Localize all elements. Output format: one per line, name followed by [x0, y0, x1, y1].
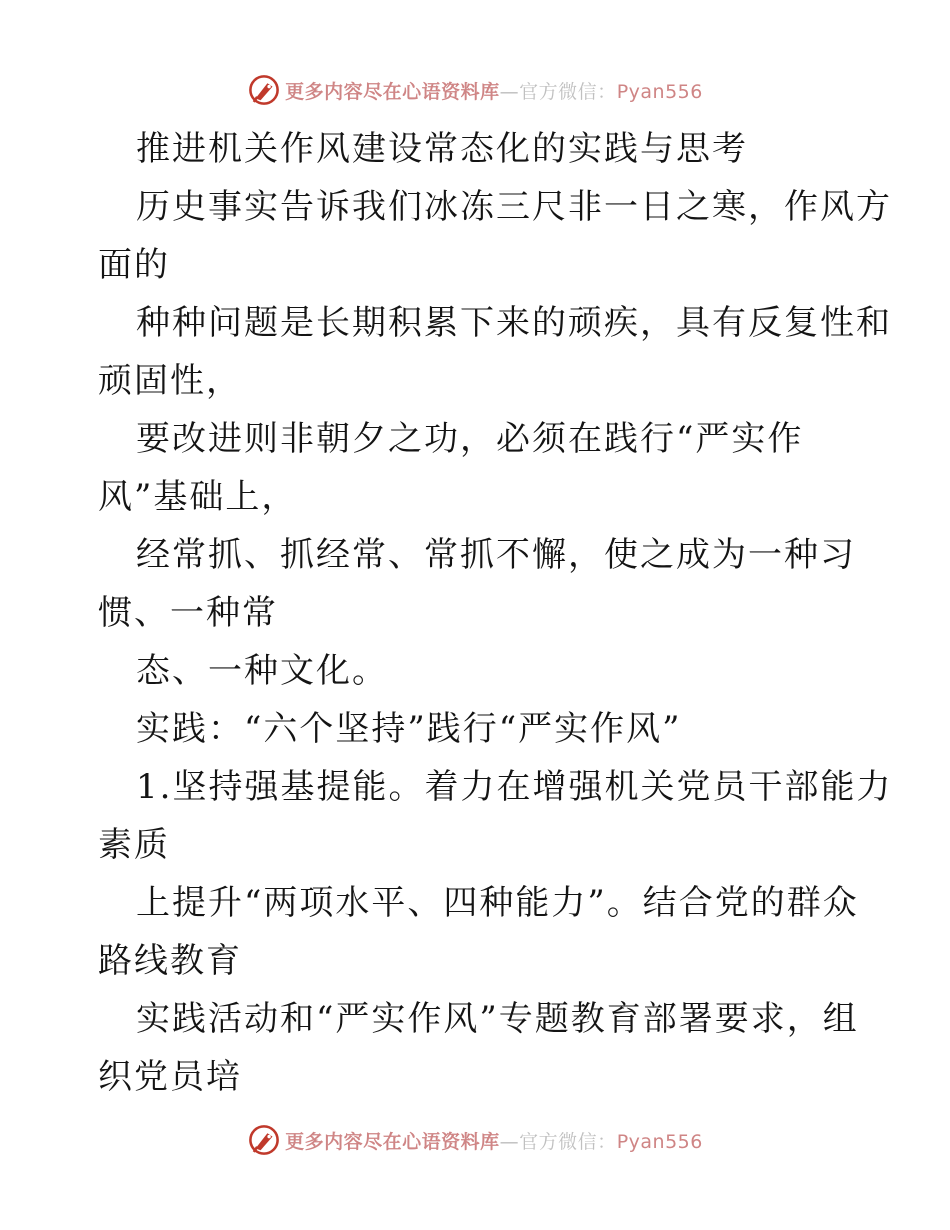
- watermark-wechat-id: Pyan556: [616, 80, 703, 103]
- paragraph-line: 惯、一种常: [98, 593, 278, 633]
- paragraph-line: 顽固性，: [98, 361, 242, 401]
- watermark-site-text: 更多内容尽在心语资料库: [285, 1130, 500, 1153]
- watermark-dash: —: [499, 1130, 520, 1153]
- paragraph-line: 路线教育: [98, 941, 242, 981]
- watermark-header: [0, 70, 950, 110]
- paragraph-line: 种种问题是长期积累下来的顽疾，具有反复性和: [136, 303, 892, 343]
- watermark-wechat-label: 官方微信：: [519, 80, 617, 103]
- paragraph-line: 上提升“两项水平、四种能力”。结合党的群众: [136, 883, 859, 923]
- paragraph-line: 经常抓、抓经常、常抓不懈，使之成为一种习: [136, 535, 856, 575]
- paragraph-line: 历史事实告诉我们冰冻三尺非一日之寒，作风方: [136, 187, 892, 227]
- pen-nib-logo-icon: [247, 1123, 281, 1157]
- paragraph-line: 面的: [98, 245, 170, 285]
- paragraph-line: 1.坚持强基提能。着力在增强机关党员干部能力: [136, 767, 893, 807]
- pen-nib-logo-icon: [247, 73, 281, 107]
- watermark-wechat-id: Pyan556: [616, 1130, 703, 1153]
- paragraph-line: 实践活动和“严实作风”专题教育部署要求，组: [136, 999, 859, 1039]
- paragraph-line: 织党员培: [98, 1057, 242, 1097]
- watermark-footer: [0, 1120, 950, 1160]
- watermark-wechat-label: 官方微信：: [519, 1130, 617, 1153]
- paragraph-line: 风”基础上，: [98, 477, 298, 517]
- section-heading: 实践：“六个坚持”践行“严实作风”: [136, 709, 682, 749]
- paragraph-line: 态、一种文化。: [136, 651, 388, 691]
- document-title: 推进机关作风建设常态化的实践与思考: [136, 129, 748, 169]
- paragraph-line: 素质: [98, 825, 170, 865]
- paragraph-line: 要改进则非朝夕之功，必须在践行“严实作: [136, 419, 804, 459]
- watermark-dash: —: [499, 80, 520, 103]
- watermark-site-text: 更多内容尽在心语资料库: [285, 80, 500, 103]
- document-body: [98, 120, 893, 1106]
